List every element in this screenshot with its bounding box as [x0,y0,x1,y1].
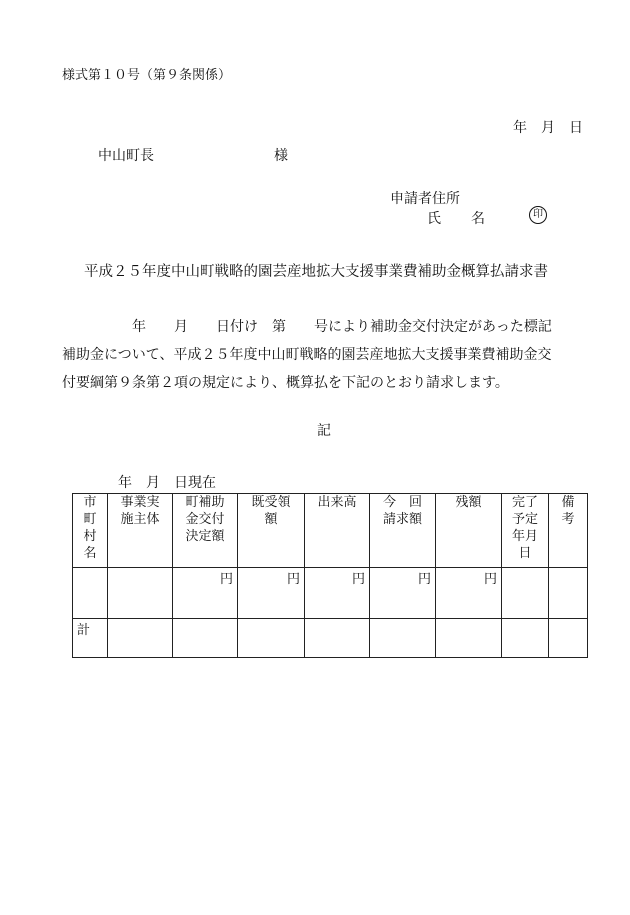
request-table [72,493,588,658]
cell-implementer [108,568,173,619]
cell-received-amount: 円 [238,568,305,619]
addressee: 中山町長 [98,148,154,164]
cell-municipality [73,568,108,619]
header-completion-date: 完了予定年月日 [502,494,549,568]
as-of-date: 年 月 日現在 [118,475,216,491]
header-implementer: 事業実施主体 [108,494,173,568]
header-current-request: 今 回請求額 [370,494,436,568]
cell-remarks [549,568,588,619]
table-total-row [73,619,588,658]
header-decision-amount: 町補助金交付決定額 [173,494,238,568]
document-title: 平成２５年度中山町戦略的園芸産地拡大支援事業費補助金概算払請求書 [84,264,548,280]
body-line-3: 付要綱第９条第２項の規定により、概算払を下記のとおり請求します。 [62,375,509,391]
ki-heading: 記 [317,423,331,439]
header-remarks: 備考 [549,494,588,568]
total-label: 計 [73,619,108,658]
table-row [73,568,588,619]
body-line-1: 年 月 日付け 第 号により補助金交付決定があった標記 [62,319,552,335]
cell-decision-amount: 円 [173,568,238,619]
header-received-amount: 既受領額 [238,494,305,568]
honorific: 様 [274,148,288,164]
header-municipality: 市町村名 [73,494,108,568]
table-header-row [73,494,588,568]
request-body [62,313,592,397]
cell-completed-work: 円 [305,568,370,619]
date-line: 年 月 日 [513,120,583,136]
cell-current-request: 円 [370,568,436,619]
body-line-2: 補助金について、平成２５年度中山町戦略的園芸産地拡大支援事業費補助金交 [62,347,552,363]
applicant-name-label: 氏 名 [427,211,493,227]
cell-completion-date [502,568,549,619]
seal-mark: 印 [529,206,547,224]
header-completed-work: 出来高 [305,494,370,568]
header-balance: 残額 [436,494,502,568]
form-number: 様式第１０号（第９条関係） [62,68,232,83]
applicant-address-label: 申請者住所 [390,191,460,207]
cell-balance: 円 [436,568,502,619]
